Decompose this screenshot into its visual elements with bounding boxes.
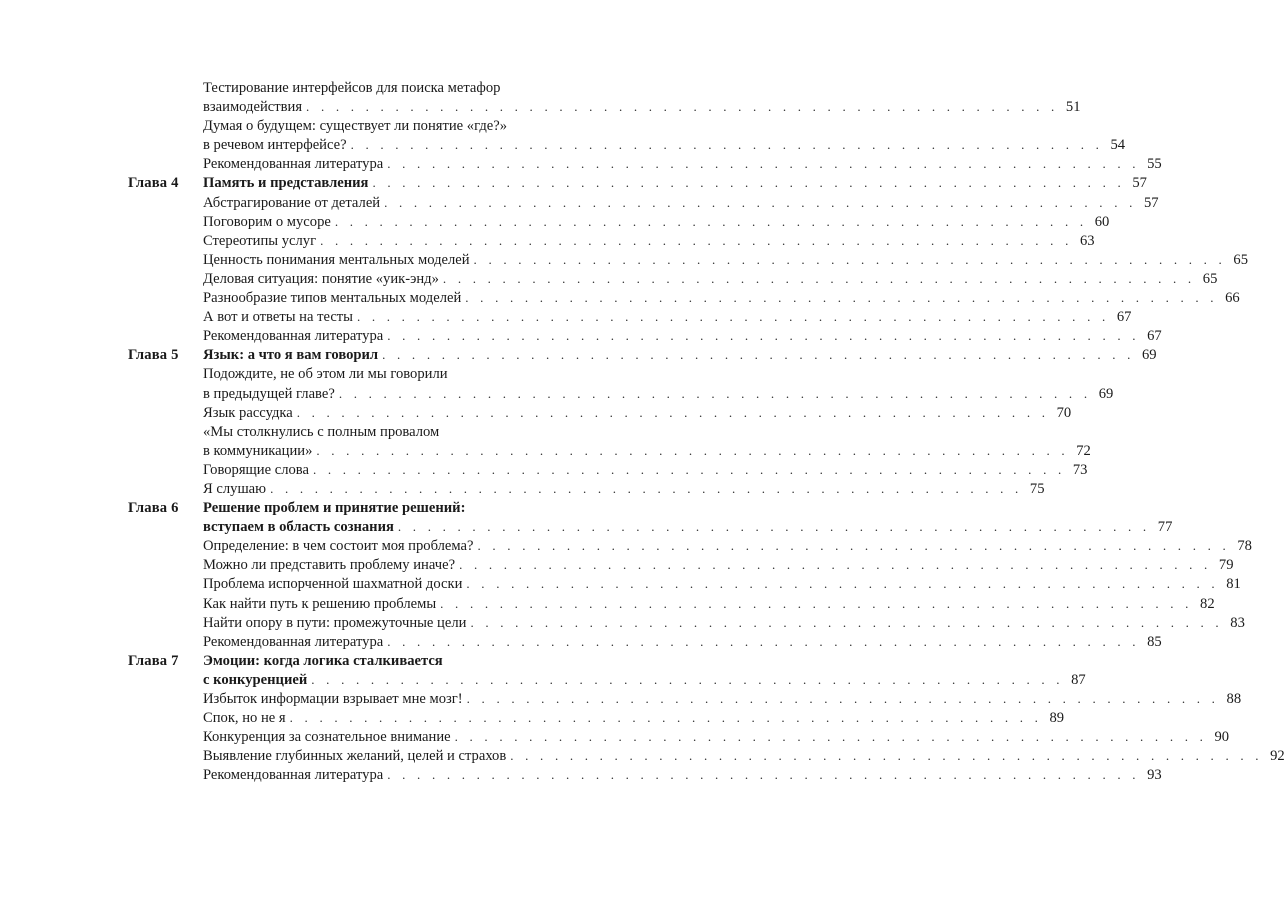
entry-title: Думая о будущем: существует ли понятие «где?» <box>203 118 508 135</box>
entry-title: Рекомендованная литература <box>203 633 384 650</box>
dot-leader: . . . . . . . . . . . . . . . . . . . . . . . . . . . . . . . . . . . . . . . . . . . . . . . . . . . <box>477 538 1230 554</box>
dot-leader: . . . . . . . . . . . . . . . . . . . . . . . . . . . . . . . . . . . . . . . . . . . . . . . . . . . <box>320 232 1073 248</box>
page-number: 92 <box>1270 748 1285 765</box>
page-number: 73 <box>1072 461 1088 478</box>
toc-entry-row <box>128 709 1065 727</box>
dot-leader: . . . . . . . . . . . . . . . . . . . . . . . . . . . . . . . . . . . . . . . . . . . . . . . . . . . <box>384 194 1137 210</box>
entry-title: Как найти путь к решению проблемы <box>203 595 437 612</box>
page-number: 55 <box>1147 156 1162 173</box>
page-number: 65 <box>1233 251 1248 268</box>
entry-title: Определение: в чем состоит моя проблема? <box>203 538 474 555</box>
page-number: 88 <box>1226 691 1242 707</box>
toc-entry-row <box>128 213 1110 231</box>
entry-title: Найти опору в пути: промежуточные цели <box>203 614 467 631</box>
toc-entry <box>203 213 1110 231</box>
dot-leader: . . . . . . . . . . . . . . . . . . . . . . . . . . . . . . . . . . . . . . . . . . . . . . . . . . . <box>473 251 1226 267</box>
toc-entry <box>203 461 1088 479</box>
entry-title: Говорящие слова <box>203 461 309 478</box>
toc-entry-row <box>128 766 1162 784</box>
toc-entry <box>203 346 1157 364</box>
entry-title: А вот и ответы на тесты <box>203 309 353 326</box>
page-number: 63 <box>1079 232 1095 249</box>
toc-entry-row <box>128 518 1173 536</box>
entry-title: Эмоции: когда логика сталкивается <box>203 652 443 669</box>
toc-entry <box>203 537 1252 555</box>
entry-title: в предыдущей главе? <box>203 385 335 402</box>
toc-entry-row <box>128 595 1215 613</box>
toc-entry-row <box>128 614 1245 632</box>
toc-entry-row <box>128 423 568 441</box>
dot-leader: . . . . . . . . . . . . . . . . . . . . . . . . . . . . . . . . . . . . . . . . . . . . . . . . . . . <box>387 328 1140 344</box>
page-number: 60 <box>1094 213 1110 230</box>
toc-chapter-row <box>128 346 1157 364</box>
toc-entry-row <box>128 442 1091 460</box>
toc-entry <box>203 194 1159 212</box>
toc-entry-row <box>128 385 1114 403</box>
toc-entry <box>203 499 568 517</box>
entry-title: Язык рассудка <box>203 404 293 421</box>
entry-title: Спок, но не я <box>203 710 286 727</box>
entry-title: Разнообразие типов ментальных моделей <box>203 290 462 307</box>
dot-leader: . . . . . . . . . . . . . . . . . . . . . . . . . . . . . . . . . . . . . . . . . . . . . . . . . . . <box>466 691 1220 706</box>
toc-entry <box>203 556 1234 574</box>
page-number: 82 <box>1200 595 1215 612</box>
dot-leader: . . . . . . . . . . . . . . . . . . . . . . . . . . . . . . . . . . . . . . . . . . . . . . . . . . . <box>470 614 1223 630</box>
dot-leader: . . . . . . . . . . . . . . . . . . . . . . . . . . . . . . . . . . . . . . . . . . . . . . . . . . . <box>306 99 1059 115</box>
toc-entry <box>203 671 1086 689</box>
toc-entry-row <box>128 136 1126 154</box>
page-number: 75 <box>1029 480 1045 497</box>
entry-title: взаимодействия <box>203 99 303 116</box>
chapter-label: Глава 4 <box>128 175 179 192</box>
entry-title: в речевом интерфейсе? <box>203 137 347 154</box>
page-number: 66 <box>1225 290 1240 307</box>
toc-entry <box>203 614 1245 632</box>
entry-title: Рекомендованная литература <box>203 767 384 784</box>
page-number: 70 <box>1056 404 1072 421</box>
dot-leader: . . . . . . . . . . . . . . . . . . . . . . . . . . . . . . . . . . . . . . . . . . . . . . . . . . . <box>466 576 1219 592</box>
entry-title: Поговорим о мусоре <box>203 213 331 230</box>
dot-leader: . . . . . . . . . . . . . . . . . . . . . . . . . . . . . . . . . . . . . . . . . . . . . . . . . . . <box>311 671 1064 687</box>
entry-title: Тестирование интерфейсов для поиска метафор <box>203 80 501 96</box>
toc-entry <box>203 747 1285 765</box>
toc-entry-row <box>128 79 568 97</box>
toc-entry <box>203 270 1218 288</box>
table-of-contents <box>128 79 1285 784</box>
entry-title: Язык: а что я вам говорил <box>203 347 379 364</box>
dot-leader: . . . . . . . . . . . . . . . . . . . . . . . . . . . . . . . . . . . . . . . . . . . . . . . . . . . <box>296 404 1050 420</box>
dot-leader: . . . . . . . . . . . . . . . . . . . . . . . . . . . . . . . . . . . . . . . . . . . . . . . . . . . <box>382 347 1135 363</box>
toc-entry <box>203 308 1132 326</box>
toc-entry <box>203 289 1240 307</box>
page-number: 81 <box>1226 576 1241 593</box>
toc-entry-row <box>128 461 1088 479</box>
chapter-label: Глава 5 <box>128 347 179 364</box>
toc-entry-row <box>128 537 1252 555</box>
toc-entry <box>203 575 1241 593</box>
page-number: 77 <box>1157 519 1173 536</box>
chapter-label: Глава 6 <box>128 500 179 517</box>
page-number: 65 <box>1202 270 1218 287</box>
toc-entry <box>203 595 1215 613</box>
toc-entry-row <box>128 155 1162 173</box>
toc-entry <box>203 766 1162 784</box>
page-number: 69 <box>1098 385 1114 402</box>
toc-entry <box>203 442 1091 460</box>
toc-entry <box>203 709 1065 727</box>
page-number: 90 <box>1214 729 1230 746</box>
toc-entry-row <box>128 480 1045 498</box>
entry-title: Можно ли представить проблему иначе? <box>203 557 456 574</box>
page-number: 85 <box>1147 633 1162 650</box>
toc-entry <box>203 480 1045 498</box>
page-number: 57 <box>1132 175 1147 192</box>
toc-entry <box>203 174 1147 192</box>
entry-title: Ценность понимания ментальных моделей <box>203 251 470 268</box>
page-number: 69 <box>1141 347 1157 364</box>
entry-title: Стереотипы услуг <box>203 232 317 249</box>
toc-entry <box>203 155 1162 173</box>
toc-entry-row <box>128 671 1086 689</box>
toc-entry-row <box>128 365 568 383</box>
toc-entry-row <box>128 194 1159 212</box>
entry-title: Выявление глубинных желаний, целей и страхов <box>203 748 507 765</box>
page-number: 57 <box>1143 194 1159 211</box>
page-number: 83 <box>1230 614 1245 631</box>
entry-title: Рекомендованная литература <box>203 156 384 173</box>
dot-leader: . . . . . . . . . . . . . . . . . . . . . . . . . . . . . . . . . . . . . . . . . . . . . . . . . . . <box>397 519 1151 535</box>
dot-leader: . . . . . . . . . . . . . . . . . . . . . . . . . . . . . . . . . . . . . . . . . . . . . . . . . . . <box>387 156 1140 172</box>
page-number: 67 <box>1147 328 1162 345</box>
dot-leader: . . . . . . . . . . . . . . . . . . . . . . . . . . . . . . . . . . . . . . . . . . . . . . . . . . . <box>338 385 1092 401</box>
toc-chapter-row <box>128 174 1147 192</box>
toc-entry <box>203 251 1248 269</box>
toc-entry <box>203 385 1114 403</box>
toc-entry <box>203 633 1162 651</box>
toc-entry-row <box>128 575 1241 593</box>
entry-title: Подождите, не об этом ли мы говорили <box>203 366 448 383</box>
toc-entry <box>203 690 1242 708</box>
entry-title: Абстрагирование от деталей <box>203 194 381 211</box>
page-number: 51 <box>1065 99 1081 116</box>
toc-entry-row <box>128 404 1072 422</box>
dot-leader: . . . . . . . . . . . . . . . . . . . . . . . . . . . . . . . . . . . . . . . . . . . . . . . . . . . <box>465 290 1218 306</box>
toc-entry-row <box>128 747 1285 765</box>
entry-title: с конкуренцией <box>203 671 308 688</box>
toc-entry <box>203 98 1081 116</box>
toc-entry <box>203 232 1095 250</box>
dot-leader: . . . . . . . . . . . . . . . . . . . . . . . . . . . . . . . . . . . . . . . . . . . . . . . . . . . <box>442 270 1196 286</box>
entry-title: Память и представления <box>203 175 369 192</box>
toc-entry-row <box>128 308 1132 326</box>
toc-entry-row <box>128 98 1081 116</box>
chapter-label: Глава 7 <box>128 652 179 669</box>
toc-entry <box>203 79 568 97</box>
toc-entry-row <box>128 117 568 135</box>
dot-leader: . . . . . . . . . . . . . . . . . . . . . . . . . . . . . . . . . . . . . . . . . . . . . . . . . . . <box>454 729 1208 745</box>
entry-title: Конкуренция за сознательное внимание <box>203 729 451 746</box>
toc-entry-row <box>128 251 1248 269</box>
dot-leader: . . . . . . . . . . . . . . . . . . . . . . . . . . . . . . . . . . . . . . . . . . . . . . . . . . . <box>270 480 1023 496</box>
page-number: 89 <box>1049 710 1065 727</box>
toc-entry <box>203 365 568 383</box>
entry-title: в коммуникации» <box>203 442 313 459</box>
entry-title: Деловая ситуация: понятие «уик-энд» <box>203 270 439 287</box>
dot-leader: . . . . . . . . . . . . . . . . . . . . . . . . . . . . . . . . . . . . . . . . . . . . . . . . . . . <box>350 137 1104 153</box>
toc-entry-row <box>128 556 1234 574</box>
dot-leader: . . . . . . . . . . . . . . . . . . . . . . . . . . . . . . . . . . . . . . . . . . . . . . . . . . . <box>316 442 1069 458</box>
entry-title: «Мы столкнулись с полным провалом <box>203 423 440 440</box>
toc-entry-row <box>128 728 1230 746</box>
toc-entry <box>203 136 1126 154</box>
dot-leader: . . . . . . . . . . . . . . . . . . . . . . . . . . . . . . . . . . . . . . . . . . . . . . . . . . . <box>440 595 1193 611</box>
page-number: 54 <box>1110 137 1126 154</box>
page-number: 78 <box>1237 538 1252 555</box>
toc-entry-row <box>128 270 1218 288</box>
toc-entry <box>203 652 568 670</box>
dot-leader: . . . . . . . . . . . . . . . . . . . . . . . . . . . . . . . . . . . . . . . . . . . . . . . . . . . <box>312 461 1066 477</box>
toc-entry <box>203 728 1230 746</box>
page-number: 93 <box>1147 767 1162 784</box>
toc-chapter-row <box>128 499 568 517</box>
dot-leader: . . . . . . . . . . . . . . . . . . . . . . . . . . . . . . . . . . . . . . . . . . . . . . . . . . . <box>289 710 1043 726</box>
toc-entry-row <box>128 327 1162 345</box>
toc-entry <box>203 518 1173 536</box>
dot-leader: . . . . . . . . . . . . . . . . . . . . . . . . . . . . . . . . . . . . . . . . . . . . . . . . . . . <box>372 175 1125 191</box>
toc-entry <box>203 117 568 135</box>
entry-title: Я слушаю <box>203 480 267 497</box>
entry-title: Рекомендованная литература <box>203 328 384 345</box>
toc-entry-row <box>128 289 1240 307</box>
dot-leader: . . . . . . . . . . . . . . . . . . . . . . . . . . . . . . . . . . . . . . . . . . . . . . . . . . . <box>510 748 1263 764</box>
toc-entry-row <box>128 690 1242 708</box>
toc-entry-row <box>128 232 1095 250</box>
toc-entry <box>203 404 1072 422</box>
page-number: 79 <box>1218 557 1234 574</box>
toc-entry-row <box>128 633 1162 651</box>
page-number: 87 <box>1071 671 1086 688</box>
toc-chapter-row <box>128 652 568 670</box>
entry-title: Избыток информации взрывает мне мозг! <box>203 691 463 707</box>
entry-title: вступаем в область сознания <box>203 519 394 536</box>
entry-title: Решение проблем и принятие решений: <box>203 500 466 517</box>
dot-leader: . . . . . . . . . . . . . . . . . . . . . . . . . . . . . . . . . . . . . . . . . . . . . . . . . . . <box>334 213 1088 229</box>
toc-entry <box>203 327 1162 345</box>
page-number: 67 <box>1116 309 1132 326</box>
toc-entry <box>203 423 568 441</box>
dot-leader: . . . . . . . . . . . . . . . . . . . . . . . . . . . . . . . . . . . . . . . . . . . . . . . . . . . <box>387 633 1140 649</box>
dot-leader: . . . . . . . . . . . . . . . . . . . . . . . . . . . . . . . . . . . . . . . . . . . . . . . . . . . <box>459 557 1212 573</box>
page-number: 72 <box>1076 442 1091 459</box>
entry-title: Проблема испорченной шахматной доски <box>203 576 463 593</box>
dot-leader: . . . . . . . . . . . . . . . . . . . . . . . . . . . . . . . . . . . . . . . . . . . . . . . . . . . <box>356 309 1110 325</box>
dot-leader: . . . . . . . . . . . . . . . . . . . . . . . . . . . . . . . . . . . . . . . . . . . . . . . . . . . <box>387 767 1140 783</box>
